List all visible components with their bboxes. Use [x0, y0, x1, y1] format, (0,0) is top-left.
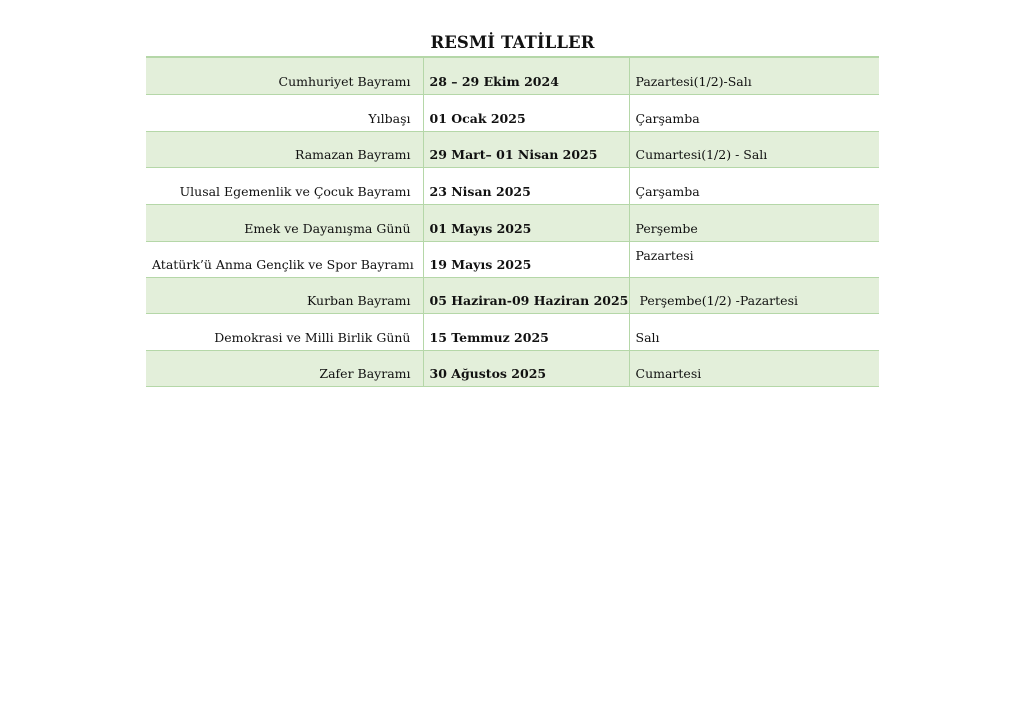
holiday-name: Zafer Bayramı — [146, 350, 423, 386]
table-row — [146, 350, 879, 386]
document-title: RESMİ TATİLLER — [430, 33, 595, 52]
holiday-day: Perşembe — [629, 204, 879, 241]
holiday-day: Salı — [629, 313, 879, 350]
holiday-date: 28 – 29 Ekim 2024 — [423, 57, 629, 94]
table-row — [146, 57, 879, 94]
holiday-day: Cumartesi — [629, 350, 879, 386]
holiday-day: Perşembe(1/2) -Pazartesi — [629, 277, 879, 313]
holiday-name: Ramazan Bayramı — [146, 131, 423, 167]
table-row — [146, 277, 879, 313]
table-row — [146, 241, 879, 277]
holiday-name: Kurban Bayramı — [146, 277, 423, 313]
table-row — [146, 313, 879, 350]
holiday-name: Yılbaşı — [368, 110, 411, 126]
holiday-name: Demokrasi ve Milli Birlik Günü — [214, 329, 411, 345]
holiday-date: 23 Nisan 2025 — [423, 167, 629, 204]
table-row — [146, 131, 879, 167]
holiday-date: 30 Ağustos 2025 — [423, 350, 629, 386]
holiday-date: 01 Ocak 2025 — [423, 94, 629, 131]
holiday-date: 19 Mayıs 2025 — [423, 241, 629, 277]
holiday-day: Çarşamba — [629, 94, 879, 131]
holiday-name: Emek ve Dayanışma Günü — [146, 204, 423, 241]
holiday-day: Pazartesi — [629, 241, 879, 277]
holiday-day: Pazartesi(1/2)-Salı — [629, 57, 879, 94]
table-row — [146, 94, 879, 131]
holiday-name: Atatürk’ü Anma Gençlik ve Spor Bayramı — [152, 256, 414, 272]
holiday-name: Ulusal Egemenlik ve Çocuk Bayramı — [179, 183, 411, 199]
holiday-date: 01 Mayıs 2025 — [423, 204, 629, 241]
table-row — [146, 204, 879, 241]
holiday-date: 29 Mart– 01 Nisan 2025 — [423, 131, 629, 167]
holiday-date: 05 Haziran-09 Haziran 2025 — [423, 277, 629, 313]
holiday-day: Çarşamba — [629, 167, 879, 204]
table-row — [146, 167, 879, 204]
holiday-name: Cumhuriyet Bayramı — [146, 57, 423, 94]
holiday-date: 15 Temmuz 2025 — [423, 313, 629, 350]
holidays-table — [146, 56, 879, 387]
holiday-day: Cumartesi(1/2) - Salı — [629, 131, 879, 167]
